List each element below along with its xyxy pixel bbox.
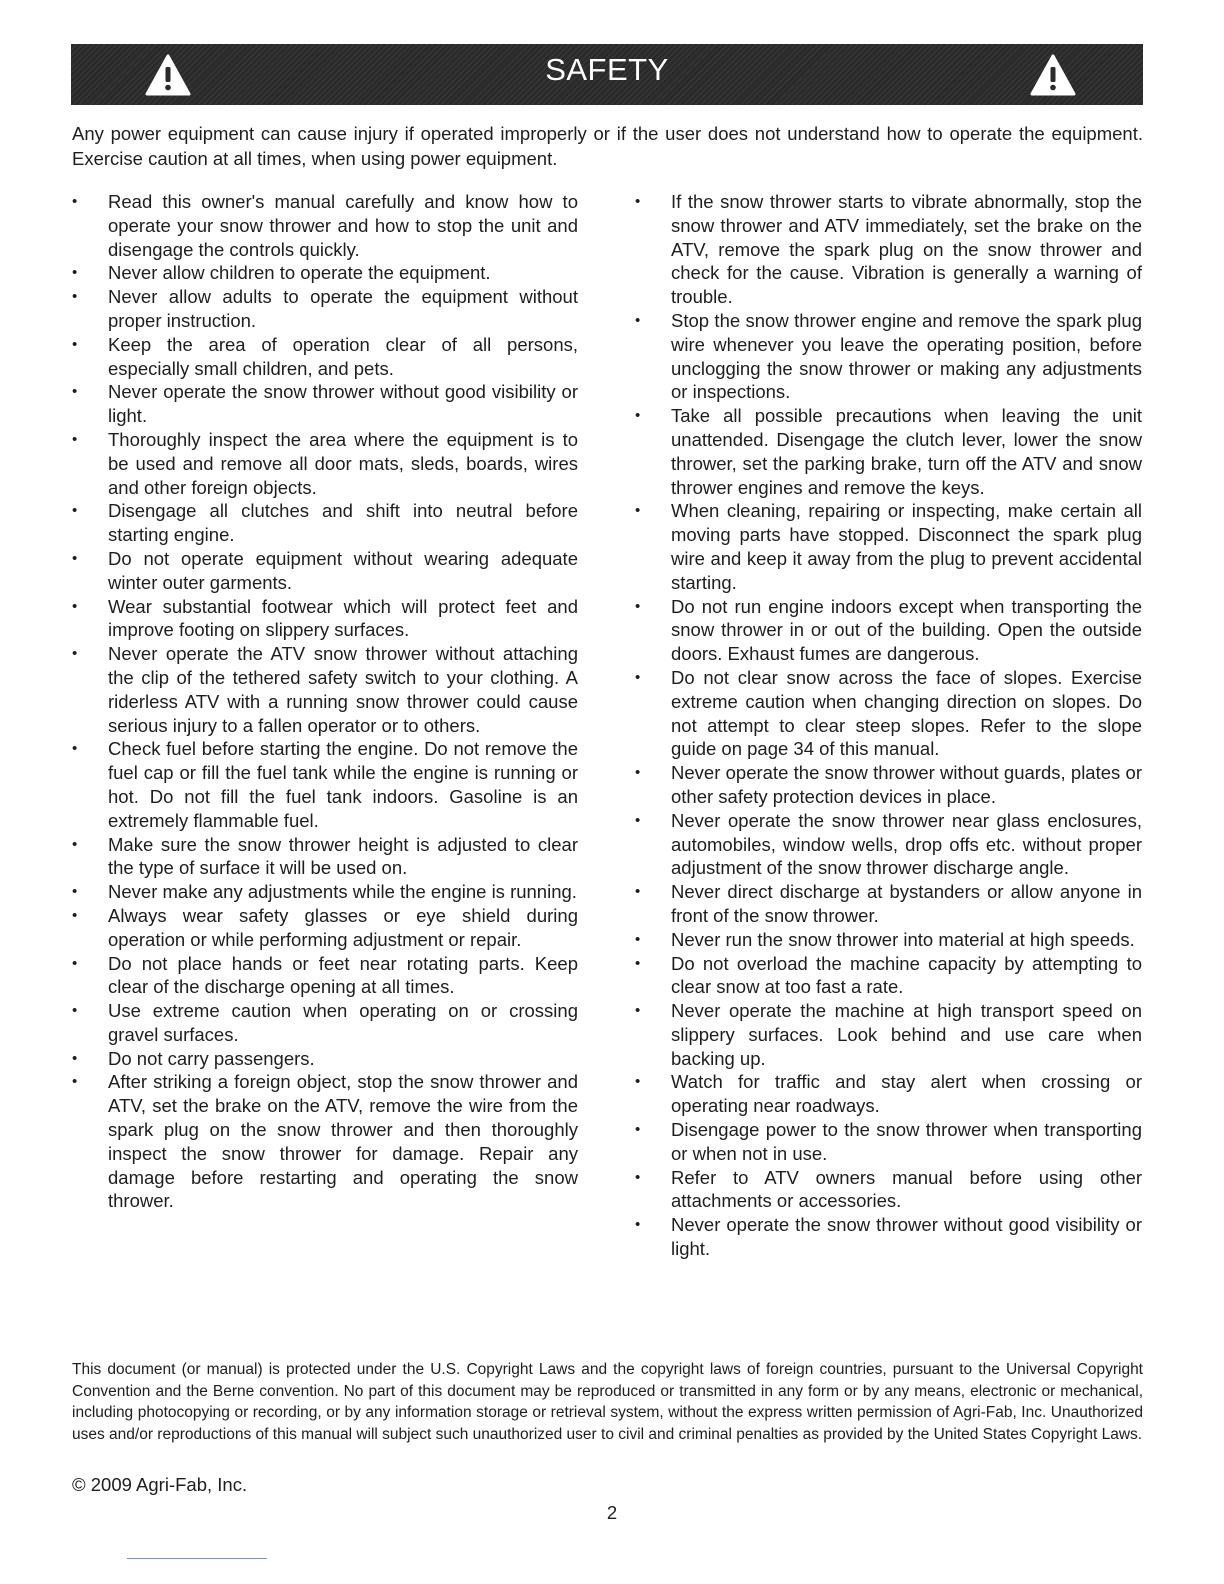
list-item-text: Do not clear snow across the face of slopes. Exercise extreme caution when changing direction on slopes. Do not attempt to clear steep slopes. Refer to the slope guide on page 34 of this manual. [671, 666, 1142, 760]
list-item-text: Wear substantial footwear which will protect feet and improve footing on slippery surfaces. [108, 595, 578, 641]
bullet-icon: • [635, 597, 641, 615]
bullet-icon: • [72, 906, 78, 924]
bullet-icon: • [72, 740, 78, 758]
copyright-notice: This document (or manual) is protected under the U.S. Copyright Laws and the copyright laws of foreign countries, pursuant to the Universal Copyright Convention and the Berne convention. No part of this document may be reproduced or transmitted in any form or by any means, electronic or mechanical, including photocopying or recording, or by any information storage or retrieval system, without the express written permission of Agri-Fab, Inc. Unauthorized uses and/or reproductions of this manual will subject such unauthorized user to civil and criminal penalties as provided by the United States Copyright Laws. [72, 1361, 1143, 1443]
bullet-icon: • [635, 1216, 641, 1234]
bullet-icon: • [635, 930, 641, 948]
list-item-text: Refer to ATV owners manual before using other attachments or accessories. [671, 1166, 1142, 1212]
bullet-icon: • [635, 1073, 641, 1091]
warning-triangle-icon [1029, 53, 1077, 97]
bullet-icon: • [635, 811, 641, 829]
bullet-icon: • [635, 1121, 641, 1139]
list-item [72, 1070, 578, 1213]
list-item-text: Use extreme caution when operating on or crossing gravel surfaces. [108, 1000, 578, 1045]
bullet-icon: • [635, 883, 641, 901]
list-item-text: Read this owner's manual carefully and know how to operate your snow thrower and how to stop the unit and disengage the controls quickly. [108, 191, 578, 260]
list-item [72, 428, 578, 499]
list-item [72, 642, 578, 737]
bullet-icon: • [635, 954, 641, 972]
safety-banner [71, 44, 1143, 105]
bullet-icon: • [72, 288, 78, 306]
list-item [635, 1118, 1142, 1166]
bullet-icon: • [72, 383, 78, 401]
list-item-text: Never operate the snow thrower without good visibility or light. [671, 1214, 1142, 1260]
list-item [635, 404, 1142, 499]
bullet-icon: • [72, 1049, 78, 1067]
list-item [635, 880, 1142, 928]
company-copyright: © 2009 Agri-Fab, Inc. [72, 1474, 248, 1495]
bullet-icon: • [72, 1002, 78, 1020]
bullet-icon: • [635, 1002, 641, 1020]
list-item [635, 499, 1142, 594]
list-item-text: Do not carry passengers. [108, 1047, 315, 1069]
list-item [72, 595, 578, 643]
list-item [72, 737, 578, 832]
bullet-icon: • [635, 668, 641, 686]
list-item-text: Check fuel before starting the engine. Do not remove the fuel cap or fill the fuel tank while the engine is running or hot. Do not fill the fuel tank indoors. Gasoline is an extremely flammable fuel. [108, 738, 578, 831]
bullet-icon: • [72, 335, 78, 353]
list-item-text: Thoroughly inspect the area where the equipment is to be used and remove all door mats, sleds, boards, wires and other foreign objects. [108, 428, 578, 498]
list-item-text: Make sure the snow thrower height is adjusted to clear the type of surface it will be used on. [108, 833, 578, 879]
list-item-text: Keep the area of operation clear of all persons, especially small children, and pets. [108, 333, 578, 379]
bullet-icon: • [635, 311, 641, 329]
list-item [635, 1166, 1142, 1214]
list-item [72, 833, 578, 881]
bullet-icon: • [635, 407, 641, 425]
bullet-icon: • [72, 264, 78, 282]
list-item [635, 595, 1142, 666]
bullet-icon: • [635, 1168, 641, 1186]
list-item-text: Never allow adults to operate the equipment without proper instruction. [108, 286, 578, 331]
bullet-icon: • [635, 193, 641, 210]
list-item [72, 380, 578, 428]
list-item-text: Never operate the snow thrower without good visibility or light. [108, 381, 578, 427]
list-item-text: Never run the snow thrower into material at high speeds. [671, 928, 1135, 950]
list-item-text: Never allow children to operate the equipment. [108, 262, 491, 284]
list-item [635, 999, 1142, 1070]
list-item-text: Disengage all clutches and shift into neutral before starting engine. [108, 500, 578, 546]
page-title: SAFETY [545, 52, 669, 87]
page-number: 2 [606, 1502, 618, 1523]
list-item-text: If the snow thrower starts to vibrate abnormally, stop the snow thrower and ATV immediately, set the brake on the ATV, remove the spark plug on the snow thrower and check for the cause. Vibration is generally a warning of trouble. [671, 191, 1142, 308]
list-item [72, 499, 578, 547]
bullet-icon: • [72, 883, 78, 901]
list-item-text: Take all possible precautions when leaving the unit unattended. Disengage the clutch lever, lower the snow thrower, set the parking brake, turn off the ATV and snow thrower engines and remove the keys. [671, 405, 1142, 498]
list-item-text: Do not place hands or feet near rotating parts. Keep clear of the discharge opening at all times. [108, 952, 578, 998]
bullet-icon: • [72, 835, 78, 853]
bullet-icon: • [72, 645, 78, 663]
list-item [635, 928, 1142, 952]
list-item [72, 190, 578, 261]
list-item [635, 1213, 1142, 1261]
list-item [635, 666, 1142, 761]
list-item-text: Watch for traffic and stay alert when crossing or operating near roadways. [671, 1071, 1142, 1117]
bullet-icon: • [72, 430, 78, 448]
list-item [72, 880, 578, 904]
list-item [635, 761, 1142, 809]
bullet-icon: • [72, 193, 78, 210]
list-item-text: Never operate the snow thrower without guards, plates or other safety protection devices in place. [671, 762, 1142, 807]
intro-paragraph: Any power equipment can cause injury if operated improperly or if the user does not understand how to operate the equipment. Exercise caution at all times, when using power equipment. [72, 123, 1143, 169]
list-item-text: Do not overload the machine capacity by attempting to clear snow at too fast a rate. [671, 952, 1142, 998]
bullet-icon: • [72, 502, 78, 520]
list-item-text: Disengage power to the snow thrower when transporting or when not in use. [671, 1119, 1142, 1164]
list-item-text: Do not operate equipment without wearing adequate winter outer garments. [108, 547, 578, 593]
list-item-text: Never make any adjustments while the engine is running. [108, 881, 577, 903]
bullet-icon: • [72, 549, 78, 567]
list-item [72, 547, 578, 595]
list-item-text: Never operate the snow thrower near glass enclosures, automobiles, window wells, drop offs etc. without proper adjustment of the snow thrower discharge angle. [671, 809, 1142, 879]
bullet-icon: • [635, 502, 641, 520]
scan-edge-line [127, 1558, 267, 1559]
list-item [72, 952, 578, 1000]
list-item-text: Do not run engine indoors except when transporting the snow thrower in or out of the building. Open the outside doors. Exhaust fumes are dangerous. [671, 595, 1142, 665]
list-item [635, 190, 1142, 309]
list-item [72, 904, 578, 952]
bullet-icon: • [635, 764, 641, 782]
safety-list-left [72, 190, 578, 1213]
list-item [635, 309, 1142, 404]
list-item [72, 1047, 578, 1071]
list-item-text: Always wear safety glasses or eye shield during operation or while performing adjustment or repair. [108, 904, 578, 950]
bullet-icon: • [72, 954, 78, 972]
list-item-text: When cleaning, repairing or inspecting, make certain all moving parts have stopped. Disconnect the spark plug wire and keep it away from the plug to prevent accidental starting. [671, 500, 1142, 593]
list-item [72, 285, 578, 333]
list-item [72, 261, 578, 285]
list-item [72, 333, 578, 381]
bullet-icon: • [72, 1073, 78, 1091]
list-item-text: After striking a foreign object, stop the snow thrower and ATV, set the brake on the ATV, remove the wire from the spark plug on the snow thrower and then thoroughly inspect the snow thrower for damage. Repair any damage before restarting and operating the snow thrower. [108, 1071, 578, 1212]
list-item [635, 952, 1142, 1000]
list-item [72, 999, 578, 1047]
safety-list-right [635, 190, 1142, 1261]
list-item-text: Never direct discharge at bystanders or allow anyone in front of the snow thrower. [671, 881, 1142, 926]
list-item-text: Stop the snow thrower engine and remove the spark plug wire whenever you leave the operating position, before unclogging the snow thrower or making any adjustments or inspections. [671, 309, 1142, 403]
list-item-text: Never operate the machine at high transport speed on slippery surfaces. Look behind and use care when backing up. [671, 1000, 1142, 1069]
list-item-text: Never operate the ATV snow thrower without attaching the clip of the tethered safety switch to your clothing. A riderless ATV with a running snow thrower could cause serious injury to a fallen operator or to others. [108, 643, 578, 736]
list-item [635, 1070, 1142, 1118]
list-item [635, 809, 1142, 880]
bullet-icon: • [72, 597, 78, 615]
